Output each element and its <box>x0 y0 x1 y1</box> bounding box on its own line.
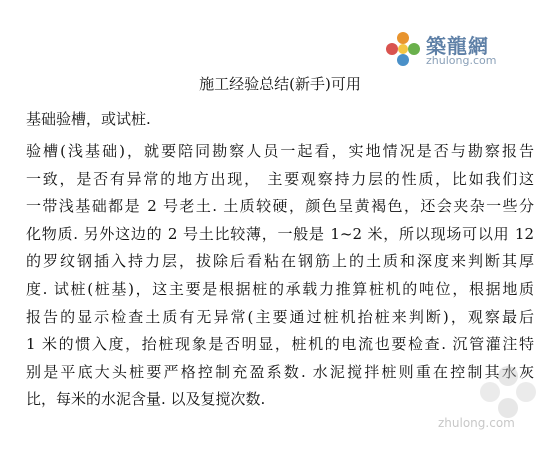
section-heading: 基础验槽，或试桩. <box>26 110 151 128</box>
paragraph-line: 一带浅基础都是 2 号老土. 土质较硬，颜色呈黄褐色，还会夹杂一些分 <box>26 197 534 216</box>
paragraph-line: 一致，是否有异常的地方出现， 主要观察持力层的性质，比如我们这 <box>26 169 534 188</box>
paragraph-line: 验槽(浅基础)，就要陪同勘察人员一起看，实地情况是否与勘察报告 <box>26 142 534 160</box>
paragraph-line: 的罗纹钢插入持力层，拔除后看粘在钢筋上的土质和深度来判断其厚 <box>26 252 534 271</box>
logo-url: zhulong.com <box>426 54 497 67</box>
document-title: 施工经验总结(新手)可用 <box>199 75 361 93</box>
logo-name: 築龍網 <box>426 34 489 58</box>
paragraph-line: 别是平底大头桩要严格控制充盈系数. 水泥搅拌桩则重在控制其水灰 <box>26 362 534 381</box>
site-logo <box>384 28 524 74</box>
paragraph-line: 报告的显示检查土质有无异常(主要通过桩机抬桩来判断)，观察最后 <box>26 307 534 326</box>
paragraph-line: 化物质. 另外这边的 2 号土比较薄，一般是 1~2 米，所以现场可以用 12 <box>26 224 534 243</box>
zhulong-logo-icon <box>384 30 422 68</box>
paragraph-line: 度. 试桩(桩基)，这主要是根据桩的承载力推算桩机的吨位，根据地质 <box>26 279 534 298</box>
paragraph-line: 1 米的惯入度，抬桩现象是否明显，桩机的电流也要检查. 沉管灌注特 <box>26 335 534 354</box>
body-paragraph <box>26 138 534 414</box>
paragraph-line: 比，每米的水泥含量. 以及复搅次数. <box>26 390 266 409</box>
watermark-url: zhulong.com <box>438 416 515 430</box>
